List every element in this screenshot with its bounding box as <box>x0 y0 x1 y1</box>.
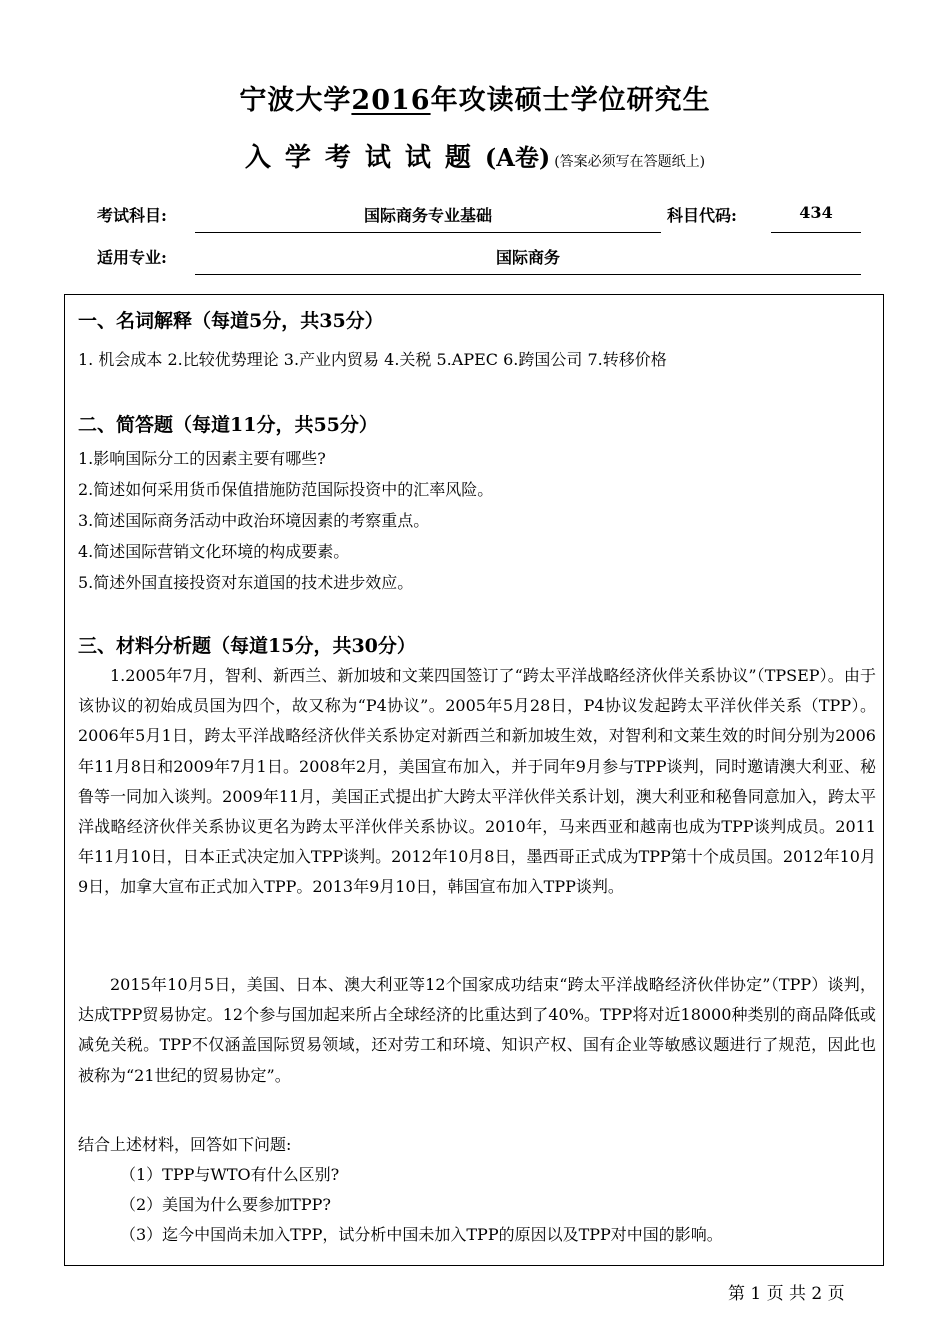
code-value: 434 <box>799 203 833 222</box>
exam-year: 2016 <box>351 85 431 116</box>
section3-subquestion: （1）TPP与WTO有什么区别? <box>120 1165 340 1184</box>
section3-prompt: 结合上述材料，回答如下问题: <box>78 1135 292 1154</box>
major-label: 适用专业: <box>97 248 167 267</box>
material-paragraph-1: 1.2005年7月，智利、新西兰、新加坡和文莱四国签订了“跨太平洋战略经济伙伴关系协议”（TPSEP）。由于该协议的初始成员国为四个，故又称为“P4协议”。2005年5月28日，P4协议发起跨太平洋伙伴关系（TPP）。2006年5月1日，跨太平洋战略经济伙伴关系协定对新西兰和新加坡生效，对智利和文莱生效的时间分别为2006年11月8日和2009年7月1日。2008年2月，美国宣布加入，并于同年9月参与TPP谈判，同时邀请澳大利亚、秘鲁等一同加入谈判。2009年11月，美国正式提出扩大跨太平洋伙伴关系计划，澳大利亚和秘鲁同意加入，跨太平洋战略经济伙伴关系协议更名为跨太平洋伙伴关系协议。2010年，马来西亚和越南也成为TPP谈判成员。2011年11月10日，日本正式决定加入TPP谈判。2012年10月8日，墨西哥正式成为TPP第十个成员国。2012年10月9日，加拿大宣布正式加入TPP。2013年9月10日，韩国宣布加入TPP谈判。 <box>78 666 876 897</box>
major-underline <box>195 274 861 275</box>
answer-note: (答案必须写在答题纸上) <box>554 154 706 170</box>
section1-terms: 1. 机会成本 2.比较优势理论 3.产业内贸易 4.关税 5.APEC 6.跨国公司 7.转移价格 <box>78 350 667 369</box>
subject-label: 考试科目: <box>97 206 167 225</box>
section2-heading: 二、简答题（每道11分，共55分） <box>78 414 378 436</box>
section2-question: 1.影响国际分工的因素主要有哪些? <box>78 449 326 468</box>
major-value: 国际商务 <box>495 248 560 267</box>
subtitle-main: 入学考试试题 <box>244 143 485 173</box>
section2-question: 4.简述国际营销文化环境的构成要素。 <box>78 542 350 561</box>
page-number: 第 1 页 共 2 页 <box>728 1284 845 1304</box>
section2-question: 3.简述国际商务活动中政治环境因素的考察重点。 <box>78 511 430 530</box>
title-prefix: 宁波大学 <box>239 85 352 116</box>
subject-value: 国际商务专业基础 <box>363 206 492 225</box>
code-underline <box>771 232 861 233</box>
code-label: 科目代码: <box>667 206 737 225</box>
exam-subtitle <box>0 137 950 174</box>
exam-title <box>0 78 950 117</box>
section1-heading: 一、名词解释（每道5分，共35分） <box>78 310 384 332</box>
material-paragraph-2: 2015年10月5日，美国、日本、澳大利亚等12个国家成功结束“跨太平洋战略经济伙伴协定”（TPP）谈判，达成TPP贸易协定。12个参与国加起来所占全球经济的比重达到了40%。TPP将对近18000种类别的商品降低或减免关税。TPP不仅涵盖国际贸易领域，还对劳工和环境、知识产权、国有企业等敏感议题进行了规范，因此也被称为“21世纪的贸易协定”。 <box>78 975 876 1085</box>
subject-underline <box>195 232 661 233</box>
section3-heading: 三、材料分析题（每道15分，共30分） <box>78 635 416 657</box>
section3-subquestion: （2）美国为什么要参加TPP? <box>120 1195 331 1214</box>
paper-version: (A卷) <box>484 143 551 172</box>
section3-subquestion: （3）迄今中国尚未加入TPP，试分析中国未加入TPP的原因以及TPP对中国的影响。 <box>120 1225 723 1244</box>
section2-question: 5.简述外国直接投资对东道国的技术进步效应。 <box>78 573 414 592</box>
section2-question: 2.简述如何采用货币保值措施防范国际投资中的汇率风险。 <box>78 480 494 499</box>
title-suffix: 年攻读硕士学位研究生 <box>430 85 711 116</box>
